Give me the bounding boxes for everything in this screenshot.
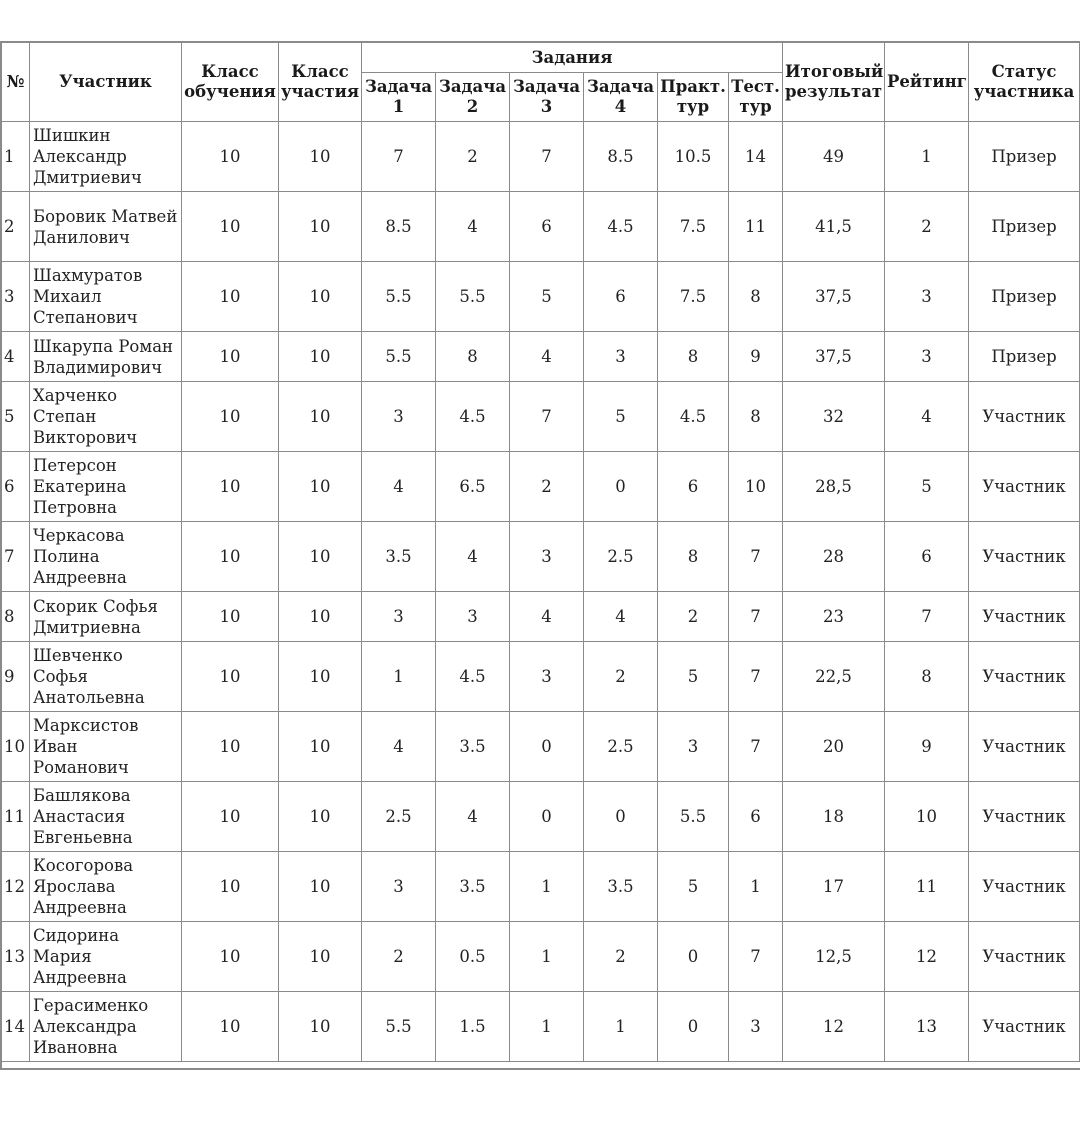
test-score: 7	[729, 642, 783, 712]
task-4-score: 3	[584, 332, 658, 382]
table-header	[2, 43, 1080, 122]
table-row	[2, 992, 1080, 1062]
participant-name: Скорик Софья Дмитриевна	[30, 592, 182, 642]
task-1-score: 1	[362, 642, 436, 712]
header-task-3: Задача 3	[510, 73, 584, 122]
task-2-score: 8	[436, 332, 510, 382]
study-class: 10	[182, 712, 279, 782]
participation-class: 10	[279, 592, 362, 642]
row-number: 7	[2, 522, 30, 592]
status-value: Призер	[969, 192, 1080, 262]
participation-class: 10	[279, 382, 362, 452]
header-tasks-group: Задания	[362, 43, 783, 73]
row-number: 5	[2, 382, 30, 452]
test-score: 3	[729, 992, 783, 1062]
header-task-4: Задача 4	[584, 73, 658, 122]
participant-name: Харченко Степан Викторович	[30, 382, 182, 452]
study-class: 10	[182, 852, 279, 922]
total-score: 20	[783, 712, 885, 782]
participation-class: 10	[279, 522, 362, 592]
task-1-score: 3	[362, 592, 436, 642]
total-score: 41,5	[783, 192, 885, 262]
participation-class: 10	[279, 782, 362, 852]
header-row-1	[2, 43, 1080, 73]
task-1-score: 8.5	[362, 192, 436, 262]
study-class: 10	[182, 592, 279, 642]
status-value: Участник	[969, 712, 1080, 782]
task-1-score: 5.5	[362, 332, 436, 382]
participant-name: Шевченко Софья Анатольевна	[30, 642, 182, 712]
test-score: 7	[729, 712, 783, 782]
row-number: 11	[2, 782, 30, 852]
row-number: 13	[2, 922, 30, 992]
task-2-score: 4	[436, 192, 510, 262]
status-value: Участник	[969, 642, 1080, 712]
task-3-score: 6	[510, 192, 584, 262]
table-row	[2, 522, 1080, 592]
practical-score: 5	[658, 852, 729, 922]
test-score: 11	[729, 192, 783, 262]
task-2-score: 4	[436, 522, 510, 592]
study-class: 10	[182, 332, 279, 382]
participation-class: 10	[279, 712, 362, 782]
task-4-score: 2.5	[584, 522, 658, 592]
task-2-score: 1.5	[436, 992, 510, 1062]
task-2-score: 4.5	[436, 382, 510, 452]
rating-value: 8	[885, 642, 969, 712]
task-4-score: 4.5	[584, 192, 658, 262]
header-study-class: Класс обучения	[182, 43, 279, 122]
practical-score: 8	[658, 332, 729, 382]
status-value: Участник	[969, 592, 1080, 642]
total-score: 22,5	[783, 642, 885, 712]
test-score: 8	[729, 382, 783, 452]
test-score: 1	[729, 852, 783, 922]
test-score: 8	[729, 262, 783, 332]
test-score: 14	[729, 122, 783, 192]
row-number: 8	[2, 592, 30, 642]
task-1-score: 3	[362, 382, 436, 452]
task-2-score: 4	[436, 782, 510, 852]
participant-name: Шахмуратов Михаил Степанович	[30, 262, 182, 332]
practical-score: 4.5	[658, 382, 729, 452]
task-2-score: 3.5	[436, 712, 510, 782]
participant-name: Шишкин Александр Дмитриевич	[30, 122, 182, 192]
participation-class: 10	[279, 262, 362, 332]
practical-score: 6	[658, 452, 729, 522]
practical-score: 10.5	[658, 122, 729, 192]
task-1-score: 5.5	[362, 992, 436, 1062]
table-row	[2, 712, 1080, 782]
task-3-score: 3	[510, 522, 584, 592]
table-row	[2, 852, 1080, 922]
rating-value: 3	[885, 262, 969, 332]
table-row	[2, 922, 1080, 992]
task-2-score: 5.5	[436, 262, 510, 332]
task-3-score: 0	[510, 782, 584, 852]
task-1-score: 4	[362, 452, 436, 522]
task-4-score: 4	[584, 592, 658, 642]
rating-value: 7	[885, 592, 969, 642]
study-class: 10	[182, 522, 279, 592]
test-score: 7	[729, 522, 783, 592]
test-score: 10	[729, 452, 783, 522]
study-class: 10	[182, 642, 279, 712]
participant-name: Шкарупа Роман Владимирович	[30, 332, 182, 382]
table-row	[2, 332, 1080, 382]
task-1-score: 4	[362, 712, 436, 782]
rating-value: 5	[885, 452, 969, 522]
task-3-score: 4	[510, 592, 584, 642]
rating-value: 6	[885, 522, 969, 592]
participation-class: 10	[279, 642, 362, 712]
participation-class: 10	[279, 852, 362, 922]
task-1-score: 2.5	[362, 782, 436, 852]
header-status: Статус участника	[969, 43, 1080, 122]
header-test: Тест. тур	[729, 73, 783, 122]
participation-class: 10	[279, 452, 362, 522]
practical-score: 5	[658, 642, 729, 712]
header-rating: Рейтинг	[885, 43, 969, 122]
total-score: 17	[783, 852, 885, 922]
row-number: 2	[2, 192, 30, 262]
rating-value: 13	[885, 992, 969, 1062]
task-1-score: 7	[362, 122, 436, 192]
task-4-score: 1	[584, 992, 658, 1062]
study-class: 10	[182, 192, 279, 262]
task-4-score: 2	[584, 922, 658, 992]
practical-score: 0	[658, 922, 729, 992]
test-score: 7	[729, 592, 783, 642]
row-number: 6	[2, 452, 30, 522]
task-3-score: 2	[510, 452, 584, 522]
row-number: 12	[2, 852, 30, 922]
row-number: 4	[2, 332, 30, 382]
table-row	[2, 782, 1080, 852]
task-3-score: 3	[510, 642, 584, 712]
test-score: 7	[729, 922, 783, 992]
total-score: 12	[783, 992, 885, 1062]
header-practical: Практ. тур	[658, 73, 729, 122]
total-score: 37,5	[783, 262, 885, 332]
test-score: 6	[729, 782, 783, 852]
table-body	[2, 122, 1080, 1062]
task-2-score: 4.5	[436, 642, 510, 712]
total-score: 37,5	[783, 332, 885, 382]
rating-value: 9	[885, 712, 969, 782]
participant-name: Косогорова Ярослава Андреевна	[30, 852, 182, 922]
task-1-score: 3	[362, 852, 436, 922]
status-value: Призер	[969, 332, 1080, 382]
task-3-score: 1	[510, 992, 584, 1062]
test-score: 9	[729, 332, 783, 382]
practical-score: 0	[658, 992, 729, 1062]
row-number: 1	[2, 122, 30, 192]
header-total: Итоговый результат	[783, 43, 885, 122]
total-score: 49	[783, 122, 885, 192]
table-row	[2, 642, 1080, 712]
row-number: 10	[2, 712, 30, 782]
participant-name: Петерсон Екатерина Петровна	[30, 452, 182, 522]
study-class: 10	[182, 782, 279, 852]
task-2-score: 0.5	[436, 922, 510, 992]
task-3-score: 7	[510, 122, 584, 192]
task-2-score: 3.5	[436, 852, 510, 922]
task-4-score: 2.5	[584, 712, 658, 782]
task-4-score: 3.5	[584, 852, 658, 922]
participant-name: Герасименко Александра Ивановна	[30, 992, 182, 1062]
practical-score: 7.5	[658, 192, 729, 262]
task-2-score: 2	[436, 122, 510, 192]
status-value: Участник	[969, 922, 1080, 992]
results-table	[1, 42, 1080, 1062]
task-2-score: 3	[436, 592, 510, 642]
header-task-1: Задача 1	[362, 73, 436, 122]
participant-name: Боровик Матвей Данилович	[30, 192, 182, 262]
practical-score: 7.5	[658, 262, 729, 332]
task-4-score: 0	[584, 782, 658, 852]
row-number: 9	[2, 642, 30, 712]
table-row	[2, 592, 1080, 642]
task-3-score: 4	[510, 332, 584, 382]
task-4-score: 0	[584, 452, 658, 522]
header-task-2: Задача 2	[436, 73, 510, 122]
rating-value: 12	[885, 922, 969, 992]
study-class: 10	[182, 992, 279, 1062]
rating-value: 1	[885, 122, 969, 192]
total-score: 12,5	[783, 922, 885, 992]
participant-name: Черкасова Полина Андреевна	[30, 522, 182, 592]
total-score: 28,5	[783, 452, 885, 522]
participant-name: Марксистов Иван Романович	[30, 712, 182, 782]
status-value: Участник	[969, 852, 1080, 922]
participation-class: 10	[279, 332, 362, 382]
status-value: Участник	[969, 382, 1080, 452]
status-value: Призер	[969, 122, 1080, 192]
task-3-score: 7	[510, 382, 584, 452]
participation-class: 10	[279, 192, 362, 262]
task-1-score: 3.5	[362, 522, 436, 592]
total-score: 18	[783, 782, 885, 852]
task-4-score: 8.5	[584, 122, 658, 192]
table-row	[2, 262, 1080, 332]
study-class: 10	[182, 382, 279, 452]
table-row	[2, 452, 1080, 522]
header-participant: Участник	[30, 43, 182, 122]
practical-score: 2	[658, 592, 729, 642]
task-3-score: 5	[510, 262, 584, 332]
status-value: Участник	[969, 452, 1080, 522]
study-class: 10	[182, 922, 279, 992]
rating-value: 3	[885, 332, 969, 382]
task-1-score: 5.5	[362, 262, 436, 332]
table-row	[2, 382, 1080, 452]
table-row	[2, 192, 1080, 262]
table-row	[2, 122, 1080, 192]
header-number: №	[2, 43, 30, 122]
status-value: Участник	[969, 522, 1080, 592]
task-3-score: 1	[510, 922, 584, 992]
rating-value: 2	[885, 192, 969, 262]
study-class: 10	[182, 262, 279, 332]
participation-class: 10	[279, 922, 362, 992]
task-1-score: 2	[362, 922, 436, 992]
task-4-score: 2	[584, 642, 658, 712]
status-value: Призер	[969, 262, 1080, 332]
practical-score: 3	[658, 712, 729, 782]
practical-score: 5.5	[658, 782, 729, 852]
rating-value: 4	[885, 382, 969, 452]
participation-class: 10	[279, 122, 362, 192]
task-4-score: 6	[584, 262, 658, 332]
total-score: 23	[783, 592, 885, 642]
status-value: Участник	[969, 782, 1080, 852]
task-2-score: 6.5	[436, 452, 510, 522]
task-3-score: 0	[510, 712, 584, 782]
study-class: 10	[182, 452, 279, 522]
participation-class: 10	[279, 992, 362, 1062]
study-class: 10	[182, 122, 279, 192]
participant-name: Сидорина Мария Андреевна	[30, 922, 182, 992]
rating-value: 10	[885, 782, 969, 852]
task-3-score: 1	[510, 852, 584, 922]
header-participation-class: Класс участия	[279, 43, 362, 122]
row-number: 3	[2, 262, 30, 332]
total-score: 32	[783, 382, 885, 452]
status-value: Участник	[969, 992, 1080, 1062]
participant-name: Башлякова Анастасия Евгеньевна	[30, 782, 182, 852]
task-4-score: 5	[584, 382, 658, 452]
rating-value: 11	[885, 852, 969, 922]
practical-score: 8	[658, 522, 729, 592]
total-score: 28	[783, 522, 885, 592]
row-number: 14	[2, 992, 30, 1062]
